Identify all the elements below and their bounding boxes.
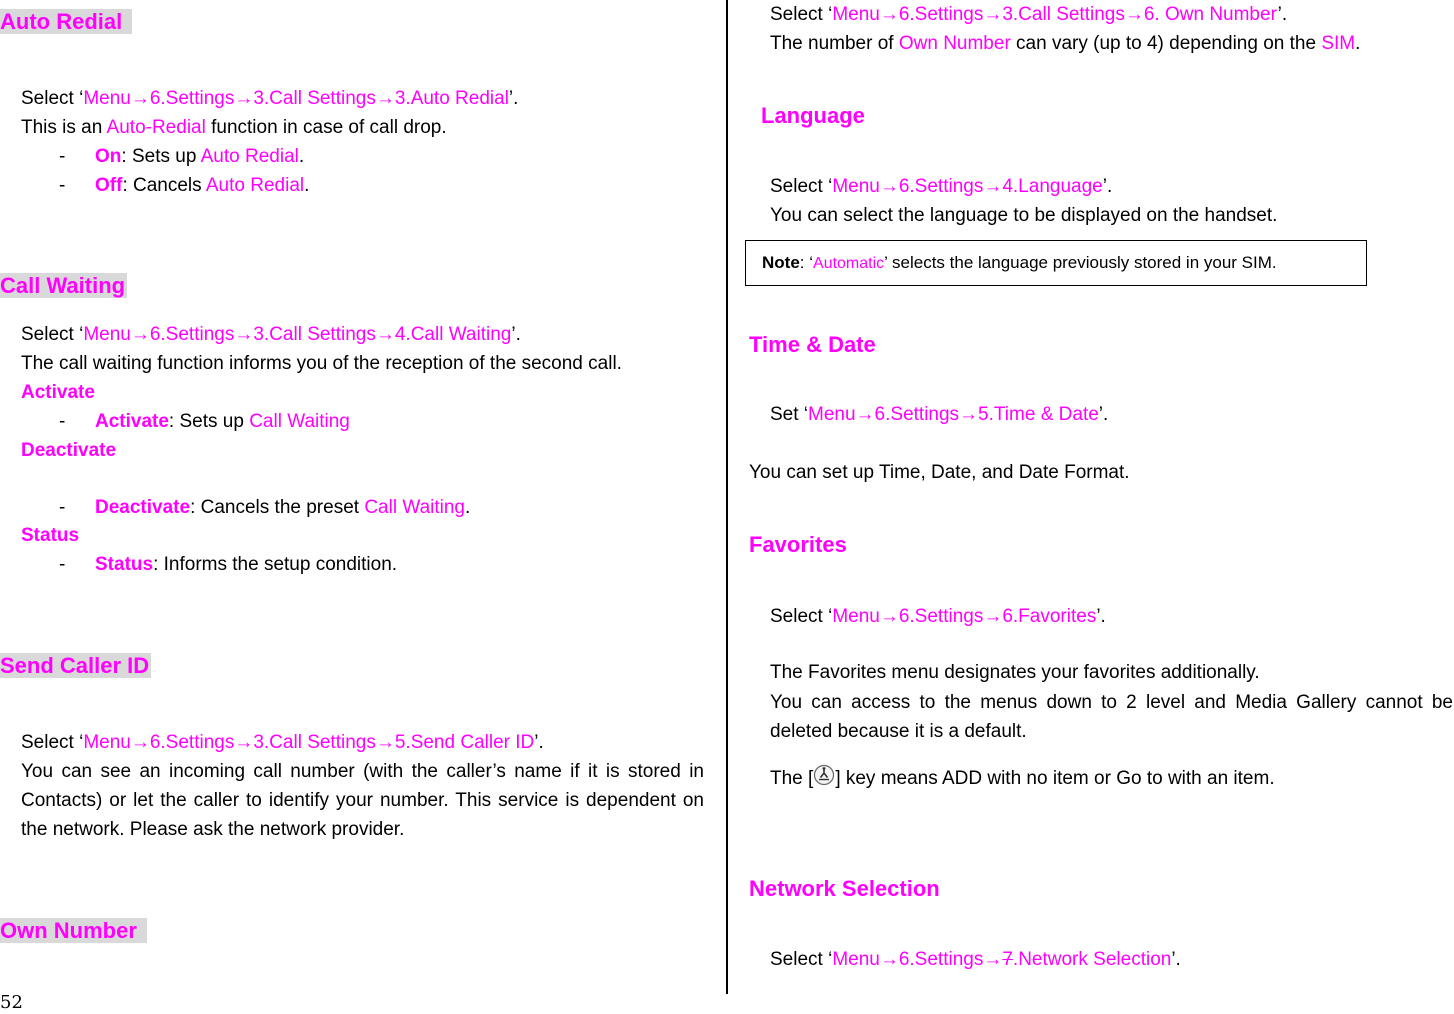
language-note-box — [745, 240, 1367, 286]
call-waiting-menu-path: Menu→6.Settings→3.Call Settings→4.Call Waiting — [83, 324, 512, 345]
favorites-description-1: The Favorites menu designates your favorites additionally. — [770, 662, 1260, 683]
deactivate-label: Deactivate — [21, 440, 117, 461]
bullet-dash: - — [59, 175, 66, 196]
auto-redial-description: This is an Auto-Redial function in case of call drop. — [21, 117, 447, 138]
time-date-select-line: Set ‘Menu→6.Settings→5.Time & Date’. — [770, 404, 1109, 425]
language-menu-path: Menu→6.Settings→4.Language — [832, 176, 1103, 197]
call-waiting-option-activate: Activate: Sets up Call Waiting — [95, 411, 350, 432]
network-selection-select-line: Select ‘Menu→6.Settings→7.Network Selection’. — [770, 949, 1181, 970]
page-number: 52 — [0, 992, 23, 1013]
auto-redial-option-on: On: Sets up Auto Redial. — [95, 146, 305, 167]
favorites-key-description: The [ ] key means ADD with no item or Go to with an item. — [770, 764, 1275, 792]
language-note: Note: ‘Automatic’ selects the language previously stored in your SIM. — [762, 253, 1277, 272]
bullet-dash: - — [59, 554, 66, 575]
favorites-heading: Favorites — [749, 532, 847, 557]
call-waiting-option-deactivate: Deactivate: Cancels the preset Call Waiting. — [95, 497, 471, 518]
column-divider — [726, 0, 728, 994]
favorites-description-2: You can access to the menus down to 2 level and Media Gallery cannot be deleted because it is a default. — [770, 692, 1453, 742]
auto-redial-menu-path: Menu→6.Settings→3.Call Settings→3.Auto Redial — [83, 88, 509, 109]
own-number-heading: Own Number — [0, 917, 147, 945]
bullet-dash: - — [59, 146, 66, 167]
call-waiting-description: The call waiting function informs you of the reception of the second call. — [21, 353, 622, 374]
call-waiting-select-line: Select ‘Menu→6.Settings→3.Call Settings→4.Call Waiting’. — [21, 324, 521, 345]
language-heading: Language — [761, 103, 865, 128]
activate-label: Activate — [21, 382, 95, 403]
favorites-menu-path: Menu→6.Settings→6.Favorites — [832, 606, 1097, 627]
call-waiting-option-status: Status: Informs the setup condition. — [95, 554, 398, 575]
send-caller-id-select-line: Select ‘Menu→6.Settings→3.Call Settings→5.Send Caller ID’. — [21, 732, 544, 753]
favorites-key-icon — [813, 764, 835, 786]
bullet-dash: - — [59, 411, 66, 432]
call-waiting-heading: Call Waiting — [0, 273, 126, 298]
language-select-line: Select ‘Menu→6.Settings→4.Language’. — [770, 176, 1113, 197]
network-selection-heading: Network Selection — [749, 876, 940, 901]
send-caller-id-heading: Send Caller ID — [0, 653, 150, 678]
own-number-select-line: Select ‘Menu→6.Settings→3.Call Settings→6. Own Number’. — [770, 4, 1288, 25]
own-number-description: The number of Own Number can vary (up to 4) depending on the SIM. — [770, 33, 1361, 54]
status-label: Status — [21, 525, 80, 546]
auto-redial-option-off: Off: Cancels Auto Redial. — [95, 175, 310, 196]
bullet-dash: - — [59, 497, 66, 518]
send-caller-id-menu-path: Menu→6.Settings→3.Call Settings→5.Send Caller ID — [83, 732, 535, 753]
time-date-menu-path: Menu→6.Settings→5.Time & Date — [808, 404, 1099, 425]
network-selection-menu-path: Menu→6.Settings→7.Network Selection — [832, 949, 1172, 970]
time-date-description: You can set up Time, Date, and Date Format. — [749, 462, 1130, 483]
language-description: You can select the language to be displayed on the handset. — [770, 205, 1278, 226]
auto-redial-select-line: Select ‘Menu→6.Settings→3.Call Settings→3.Auto Redial’. — [21, 88, 519, 109]
send-caller-id-description: You can see an incoming call number (with the caller’s name if it is stored in Contacts) or let the caller to identify your number. This service is dependent on the network. Please ask the network provider. — [21, 761, 704, 840]
time-date-heading: Time & Date — [749, 332, 876, 357]
auto-redial-heading: Auto Redial — [0, 8, 132, 36]
own-number-menu-path: Menu→6.Settings→3.Call Settings→6. Own Number — [832, 4, 1278, 25]
favorites-select-line: Select ‘Menu→6.Settings→6.Favorites’. — [770, 606, 1106, 627]
